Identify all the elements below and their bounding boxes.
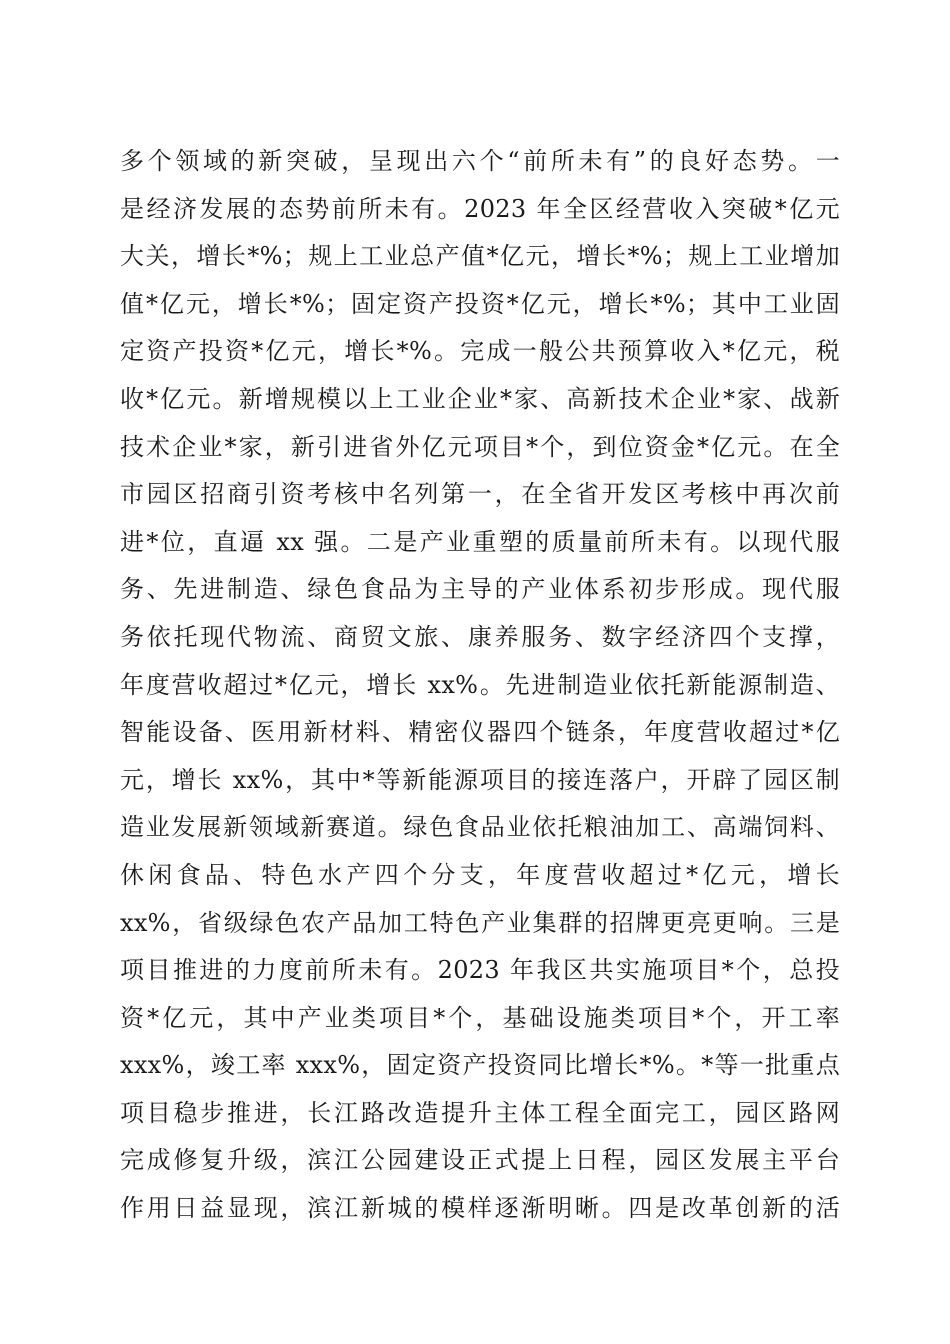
text-line: 务、先进制造、绿色食品为主导的产业体系初步形成。现代服 (120, 575, 840, 604)
text-line: xxx%，竣工率 xxx%，固定资产投资同比增长*%。*等一批重点 (120, 1051, 840, 1080)
text-line: 项目推进的力度前所未有。2023 年我区共实施项目*个，总投 (120, 956, 840, 985)
text-line: 资*亿元，其中产业类项目*个，基础设施类项目*个，开工率 (120, 1003, 840, 1032)
text-line: 市园区招商引资考核中名列第一，在全省开发区考核中再次前 (120, 480, 840, 509)
text-line: 定资产投资*亿元，增长*%。完成一般公共预算收入*亿元，税 (120, 337, 840, 366)
text-line: 值*亿元，增长*%；固定资产投资*亿元，增长*%；其中工业固 (120, 289, 840, 318)
text-line: 完成修复升级，滨江公园建设正式提上日程，园区发展主平台 (120, 1146, 840, 1175)
text-line: 项目稳步推进，长江路改造提升主体工程全面完工，园区路网 (120, 1098, 840, 1127)
text-line: 作用日益显现，滨江新城的模样逐渐明晰。四是改革创新的活 (120, 1194, 840, 1223)
text-line: 大关，增长*%；规上工业总产值*亿元，增长*%；规上工业增加 (120, 242, 840, 271)
text-line: 技术企业*家，新引进省外亿元项目*个，到位资金*亿元。在全 (120, 432, 840, 461)
text-line: 休闲食品、特色水产四个分支，年度营收超过*亿元，增长 (120, 860, 840, 889)
text-line: 进*位，直逼 xx 强。二是产业重塑的质量前所未有。以现代服 (120, 527, 840, 556)
text-line: 元，增长 xx%，其中*等新能源项目的接连落户，开辟了园区制 (120, 765, 840, 794)
text-line: 收*亿元。新增规模以上工业企业*家、高新技术企业*家、战新 (120, 384, 840, 413)
text-line: 智能设备、医用新材料、精密仪器四个链条，年度营收超过*亿 (120, 718, 840, 747)
text-line: xx%，省级绿色农产品加工特色产业集群的招牌更亮更响。三是 (120, 908, 840, 937)
text-line: 多个领域的新突破，呈现出六个“前所未有”的良好态势。一 (120, 147, 840, 175)
text-line: 务依托现代物流、商贸文旅、康养服务、数字经济四个支撑， (120, 622, 840, 651)
body-paragraph (120, 138, 840, 1233)
text-line: 是经济发展的态势前所未有。2023 年全区经营收入突破*亿元 (120, 194, 840, 223)
text-line: 造业发展新领域新赛道。绿色食品业依托粮油加工、高端饲料、 (120, 813, 840, 842)
text-line: 年度营收超过*亿元，增长 xx%。先进制造业依托新能源制造、 (120, 670, 840, 699)
